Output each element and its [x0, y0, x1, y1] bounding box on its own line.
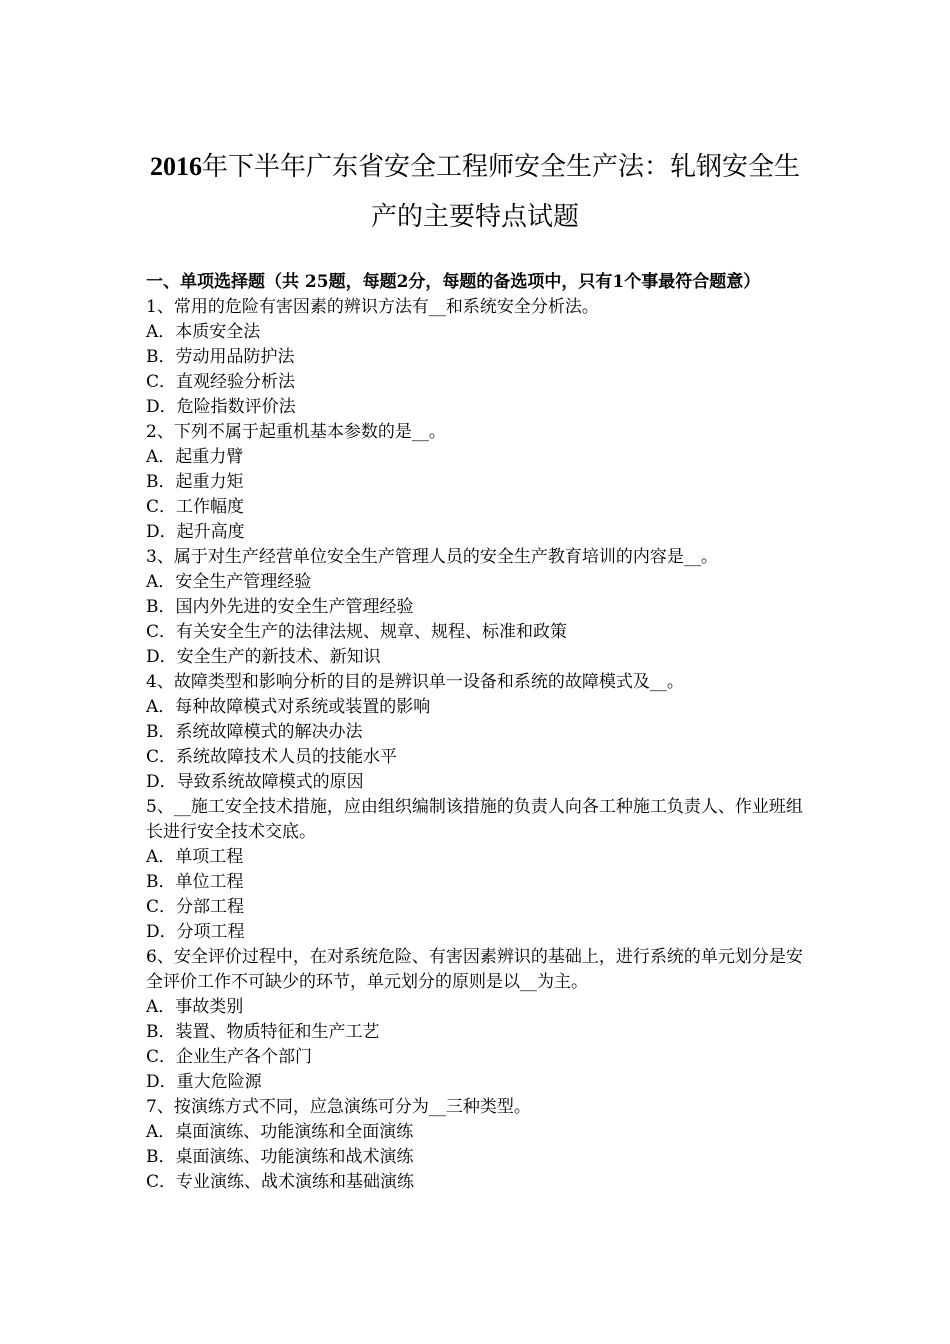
option-a: A．每种故障模式对系统或装置的影响: [146, 697, 431, 717]
option-a: A．事故类别: [146, 997, 244, 1017]
document-title: [120, 142, 830, 242]
question-6: [146, 945, 816, 1095]
question-stem: 4、故障类型和影响分析的目的是辨识单一设备和系统的故障模式及__。: [146, 672, 684, 692]
question-1: [146, 295, 816, 420]
option-a: A．安全生产管理经验: [146, 572, 312, 592]
option-b: B．系统故障模式的解决办法: [146, 722, 363, 742]
option-c: C．工作幅度: [146, 497, 245, 517]
option-d: D．分项工程: [146, 922, 245, 942]
question-stem: 6、安全评价过程中，在对系统危险、有害因素辨识的基础上，进行系统的单元划分是安全评价工作不可缺少的环节，单元划分的原则是以__为主。: [146, 947, 803, 992]
title-year: 2016: [149, 152, 202, 181]
question-4: [146, 670, 816, 795]
section-heading: 一、单项选择题（共 25题，每题2分，每题的备选项中，只有1个事最符合题意）: [146, 272, 761, 292]
option-a: A．桌面演练、功能演练和全面演练: [146, 1122, 414, 1142]
option-a: A．本质安全法: [146, 322, 261, 342]
option-d: D．安全生产的新技术、新知识: [146, 647, 381, 667]
question-5: [146, 795, 816, 945]
option-c: C．有关安全生产的法律法规、规章、规程、标准和政策: [146, 622, 568, 642]
option-c: C．系统故障技术人员的技能水平: [146, 747, 398, 767]
question-stem: 5、__施工安全技术措施，应由组织编制该措施的负责人向各工种施工负责人、作业班组长进行安全技术交底。: [146, 797, 803, 842]
question-stem: 3、属于对生产经营单位安全生产管理人员的安全生产教育培训的内容是__。: [146, 547, 718, 567]
question-7: [146, 1095, 816, 1195]
option-c: C．直观经验分析法: [146, 372, 296, 392]
option-a: A．单项工程: [146, 847, 244, 867]
option-c: C．企业生产各个部门: [146, 1047, 313, 1067]
option-b: B．桌面演练、功能演练和战术演练: [146, 1147, 414, 1167]
option-b: B．起重力矩: [146, 472, 244, 492]
title-line-2: 产的主要特点试题: [370, 202, 579, 232]
option-d: D．危险指数评价法: [146, 397, 296, 417]
option-d: D．导致系统故障模式的原因: [146, 772, 364, 792]
question-stem: 2、下列不属于起重机基本参数的是__。: [146, 422, 446, 442]
option-b: B．劳动用品防护法: [146, 347, 295, 367]
option-c: C．分部工程: [146, 897, 245, 917]
option-b: B．单位工程: [146, 872, 244, 892]
question-3: [146, 545, 816, 670]
title-line-1: [120, 142, 830, 192]
option-b: B．装置、物质特征和生产工艺: [146, 1022, 380, 1042]
option-c: C．专业演练、战术演练和基础演练: [146, 1172, 415, 1192]
question-2: [146, 420, 816, 545]
question-stem: 7、按演练方式不同，应急演练可分为__三种类型。: [146, 1097, 531, 1117]
question-stem: 1、常用的危险有害因素的辨识方法有__和系统安全分析法。: [146, 297, 599, 317]
option-d: D．起升高度: [146, 522, 245, 542]
option-d: D．重大危险源: [146, 1072, 262, 1092]
title-line-1-text: 年下半年广东省安全工程师安全生产法：轧钢安全生: [201, 152, 800, 182]
document-body: [146, 270, 816, 1195]
option-b: B．国内外先进的安全生产管理经验: [146, 597, 414, 617]
option-a: A．起重力臂: [146, 447, 244, 467]
